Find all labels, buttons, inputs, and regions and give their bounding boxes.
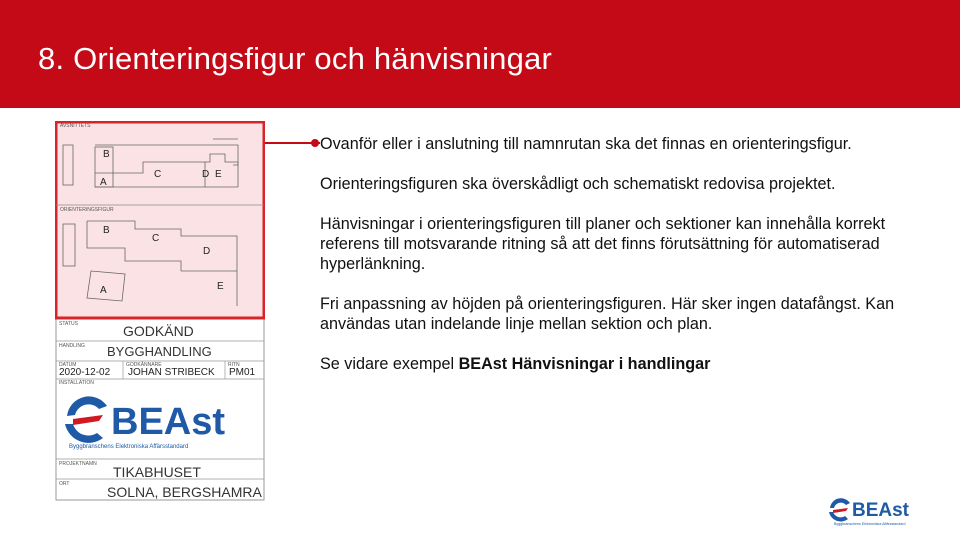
field-caption-avsnitt: AVSNITTETS [60,123,91,129]
projekt-value: TIKABHUSET [113,464,201,480]
section-label-d: D [203,246,211,257]
footer-logo-sub: Byggbranschens Elektroniska Affärsstandard [834,522,906,526]
caption-ort: ORT [59,481,70,487]
datum-value: 2020-12-02 [59,367,111,378]
caption-signatur: GODKÄNNARE [126,362,162,368]
beast-logo-sub: Byggbranschens Elektroniska Affärsstandard [69,444,189,450]
caption-projekt: PROJEKTNAMN [59,461,97,467]
caption-ritningsnr: RITN [228,362,240,368]
slide-title: 8. Orienteringsfigur och hänvisningar [38,41,553,76]
paragraph-4: Fri anpassning av höjden på orienteringsfiguren. Här sker ingen datafångst. Kan användas utan indelande linje mellan sektion och plan. [320,295,895,333]
body-text [320,134,940,394]
section-label-b: B [103,225,110,236]
section-label-a: A [100,285,107,296]
handling-value: BYGGHANDLING [107,344,212,359]
ritningsnr-value: PM01 [229,367,256,378]
plan-label-c: C [154,169,162,180]
plan-label-b: B [103,149,110,160]
title-block-drawing [55,121,265,501]
paragraph-2: Orienteringsfiguren ska överskådligt och schematiskt redovisa projektet. [320,175,836,193]
field-caption-orient: ORIENTERINGSFIGUR [60,207,114,213]
caption-datum: DATUM [59,362,77,368]
plan-label-e: E [215,169,222,180]
caption-installation: INSTALLATION [59,380,94,386]
section-label-e: E [217,281,224,292]
caption-handling: HANDLING [59,343,85,349]
beast-logo-text: BEAst [111,401,226,443]
paragraph-1: Ovanför eller i anslutning till namnrutan ska det finnas en orienteringsfigur. [320,135,852,153]
section-label-c: C [152,233,160,244]
plan-label-d: D [202,169,210,180]
ort-value: SOLNA, BERGSHAMRA [107,484,262,500]
signatur-value: JOHAN STRIBECK [128,367,215,378]
title-bar [0,0,960,108]
plan-label-a: A [100,177,107,188]
callout-dot [311,139,319,147]
paragraph-3: Hänvisningar i orienteringsfiguren till planer och sektioner kan innehålla korrekt referens till motsvarande ritning så att det finns förutsättning för automatiserad hyperlänkning. [320,215,886,273]
footer-beast-logo [826,494,936,528]
beast-logo [59,386,259,456]
caption-status: STATUS [59,321,78,327]
footer-logo-text: BEAst [852,500,910,521]
status-value: GODKÄND [123,323,194,339]
paragraph-5-prefix: Se vidare exempel [320,355,459,373]
beast-reference-link[interactable]: BEAst Hänvisningar i handlingar [458,355,711,373]
paragraph-5 [320,354,940,374]
